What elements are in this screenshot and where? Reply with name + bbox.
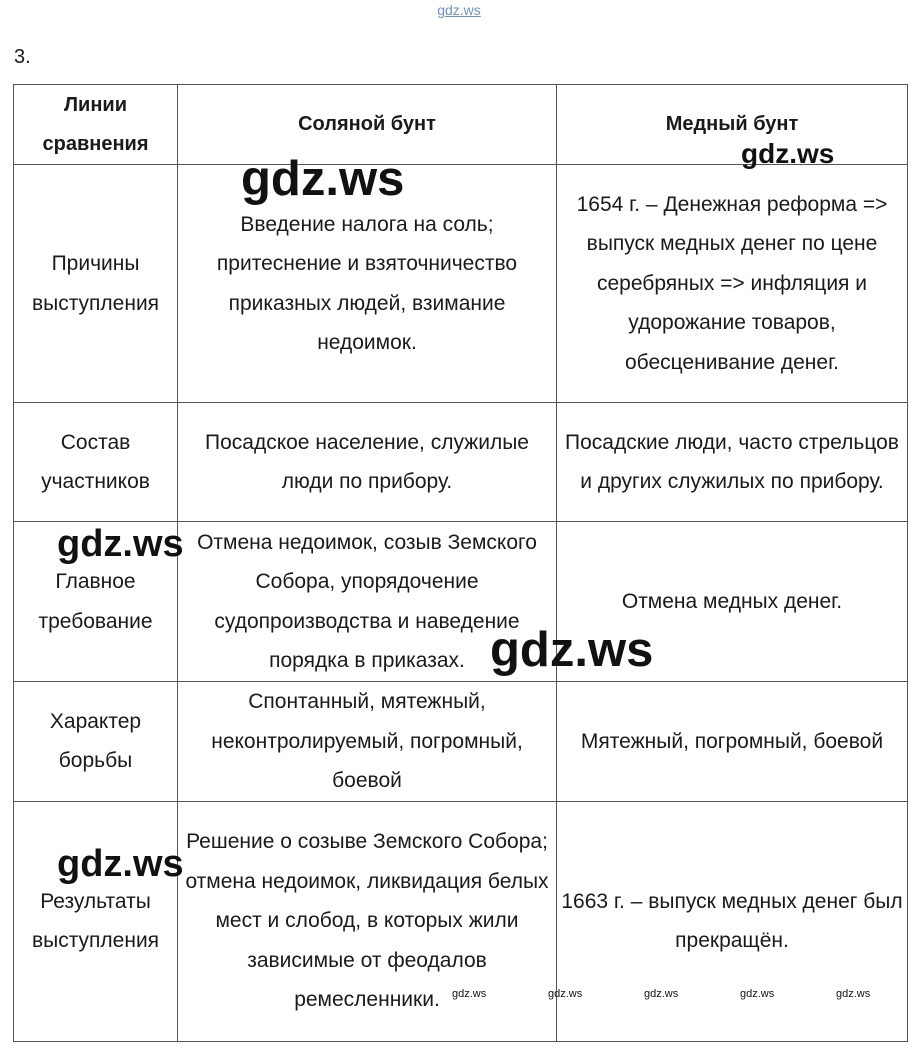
table-cell: Введение налога на соль; притеснение и взяточничество приказных людей, взимание недоимок. — [178, 165, 557, 403]
top-watermark-link[interactable]: gdz.ws — [437, 2, 481, 18]
table-cell: Посадские люди, часто стрельцов и других служилых по прибору. — [557, 403, 908, 522]
table-row — [14, 682, 908, 802]
watermark: gdz.ws — [241, 152, 405, 206]
table-cell: Решение о созыве Земского Собора; отмена недоимок, ликвидация белых мест и слобод, в которых жили зависимые от феодалов ремесленники. — [178, 801, 557, 1041]
watermark-small: gdz.ws — [548, 988, 583, 1000]
watermark-small: gdz.ws — [452, 988, 487, 1000]
watermark-small: gdz.ws — [644, 988, 679, 1000]
table-cell: Посадское население, служилые люди по прибору. — [178, 403, 557, 522]
watermark: gdz.ws — [57, 843, 184, 885]
watermark-small: gdz.ws — [740, 988, 775, 1000]
table-cell: 1663 г. – выпуск медных денег был прекращён. — [557, 801, 908, 1041]
watermark: gdz.ws — [490, 623, 654, 677]
row-label-cell: Главное требование — [14, 522, 178, 682]
row-label-cell: Характер борьбы — [14, 682, 178, 802]
header-cell: Линии сравнения — [14, 85, 178, 165]
watermark-small: gdz.ws — [836, 988, 871, 1000]
row-label-cell: Состав участников — [14, 403, 178, 522]
table-cell: Мятежный, погромный, боевой — [557, 682, 908, 802]
watermark: gdz.ws — [741, 138, 835, 169]
row-label-cell: Результаты выступления — [14, 801, 178, 1041]
table-row — [14, 801, 908, 1041]
table-cell: Отмена недоимок, созыв Земского Собора, упорядочение судопроизводства и наведение порядка в приказах. — [178, 522, 557, 682]
table-cell: 1654 г. – Денежная реформа => выпуск медных денег по цене серебряных => инфляция и удорожание товаров, обесценивание денег. — [557, 165, 908, 403]
watermark: gdz.ws — [57, 523, 184, 565]
header-cell: Соляной бунт — [178, 85, 557, 165]
task-number: 3. — [14, 46, 31, 68]
header-cell: Медный бунт — [557, 85, 908, 165]
table-cell: Спонтанный, мятежный, неконтролируемый, погромный, боевой — [178, 682, 557, 802]
row-label-cell: Причины выступления — [14, 165, 178, 403]
table-row — [14, 165, 908, 403]
table-row — [14, 403, 908, 522]
table-cell: Отмена медных денег. — [557, 522, 908, 682]
